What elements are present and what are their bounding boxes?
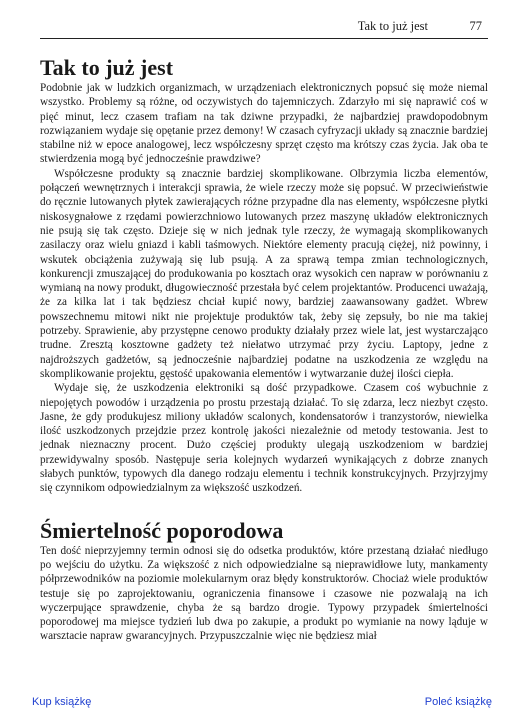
header-rule [40, 38, 488, 39]
paragraph: Podobnie jak w ludzkich organizmach, w urządzeniach elektronicznych popsuć się może niemal wszystko. Problemy są różne, od oczywistych do tajemniczych. Zdarzyło mi się naprawić coś w pięć minut, lecz czasem trafiam na tak dziwne przypadki, że najbardziej prawdopodobnym rozwiązaniem wydaje się opętanie przez demony! W czasach cyfryzacji układy są znacznie bardziej stabilne niż w epoce analogowej, lecz współczesny sprzęt często ma krótszy czas życia. Jak oba te stwierdzenia mogą być jednocześnie prawdziwe? [40, 82, 488, 166]
buy-book-link[interactable]: Kup książkę [32, 696, 92, 708]
page-header [0, 19, 516, 39]
paragraph: Współczesne produkty są znacznie bardziej skomplikowane. Olbrzymia liczba elementów, połączeń wewnętrznych i interakcji sprawia, że wiele rzeczy może się popsuć. W przeciwieństwie do ręcznie lutowanych płytek zawierających różne przypadne dla nas elementy, współczesne płytki niskosygnałowe z rzędami powierzchniowo lutowanych przez maszynę układów elektronicznych nie psują się tak często. Dzieje się w nich jednak tyle rzeczy, że wymagają skomplikowanych zasilaczy oraz wielu gniazd i kabli taśmowych. Niektóre elementy pracują ciężej, niż powinny, i wskutek obciążenia zużywają się lub psują. A za sprawą tempa zmian technologicznych, konkurencji zmuszającej do produkowania po kosztach oraz wysokich cen napraw w porównaniu z wymianą na nowy produkt, długowieczność przestała być celem projektantów. Producenci uważają, że za kilka lat i tak będziesz chciał kupić nowy, bardziej zaawansowany gadżet. Wbrew powszechnemu mitowi nikt nie projektuje produktów tak, żeby się zepsuły, bo nie ma takiej potrzeby. Sprawienie, aby przystępne cenowo produkty działały przez wiele lat, jest wystarczająco trudne. Zresztą kosztowne gadżety też niełatwo utrzymać przy życiu. Laptopy, jedne z najdroższych gadżetów, są jednocześnie najbardziej podatne na uszkodzenia ze względu na skomplikowanie projektu, gęstość upakowania elementów i wytwarzanie dużej ilości ciepła. [40, 167, 488, 380]
page-number: 77 [469, 19, 482, 33]
section-heading: Śmiertelność poporodowa [40, 517, 284, 543]
running-header-title: Tak to już jest [357, 19, 428, 33]
paragraph: Ten dość nieprzyjemny termin odnosi się do odsetka produktów, które przestaną działać niedługo po wejściu do użytku. Za większość z nich odpowiedzialne są nieprawidłowe luty, mankamenty półprzewodników na poziomie molekularnym oraz błędy konstruktorów. Chociaż wiele produktów testuje się po zaprojektowaniu, ograniczenia finansowe i czasowe nie pozwalają na ich wyczerpujące sprawdzenie, chyba że są bardzo drogie. Typowy przypadek śmiertelności poporodowej ma miejsce tydzień lub dwa po zakupie, a produkt po wymianie na nowy ląduje w warsztacie napraw gwarancyjnych. Przypuszczalnie więc nie będziesz miał [40, 544, 488, 643]
section-heading: Tak to już jest [40, 55, 174, 80]
page-content [40, 55, 488, 644]
recommend-book-link[interactable]: Poleć książkę [424, 696, 492, 708]
paragraph: Wydaje się, że uszkodzenia elektroniki są dość przypadkowe. Czasem coś wybuchnie z niepojętych powodów i urządzenia po prostu przestają działać. To się zdarza, lecz niezbyt często. Jasne, że gdy produkujesz miliony układów scalonych, kondensatorów i tranzystorów, niewielka ilość uszkodzonych przejdzie przez kontrolę jakości niezależnie od metody testowania. Jest to jednak nieznaczny procent. Dużo częściej produkty ulegają uszkodzeniom w bardziej przewidywalny sposób. Następuje seria kolejnych wydarzeń wynikających z dobrze znanych słabych punktów, typowych dla danego rodzaju elementu i technik konstrukcyjnych. Przyjrzyjmy się czynnikom odpowiedzialnym za większość uszkodzeń. [40, 382, 488, 495]
